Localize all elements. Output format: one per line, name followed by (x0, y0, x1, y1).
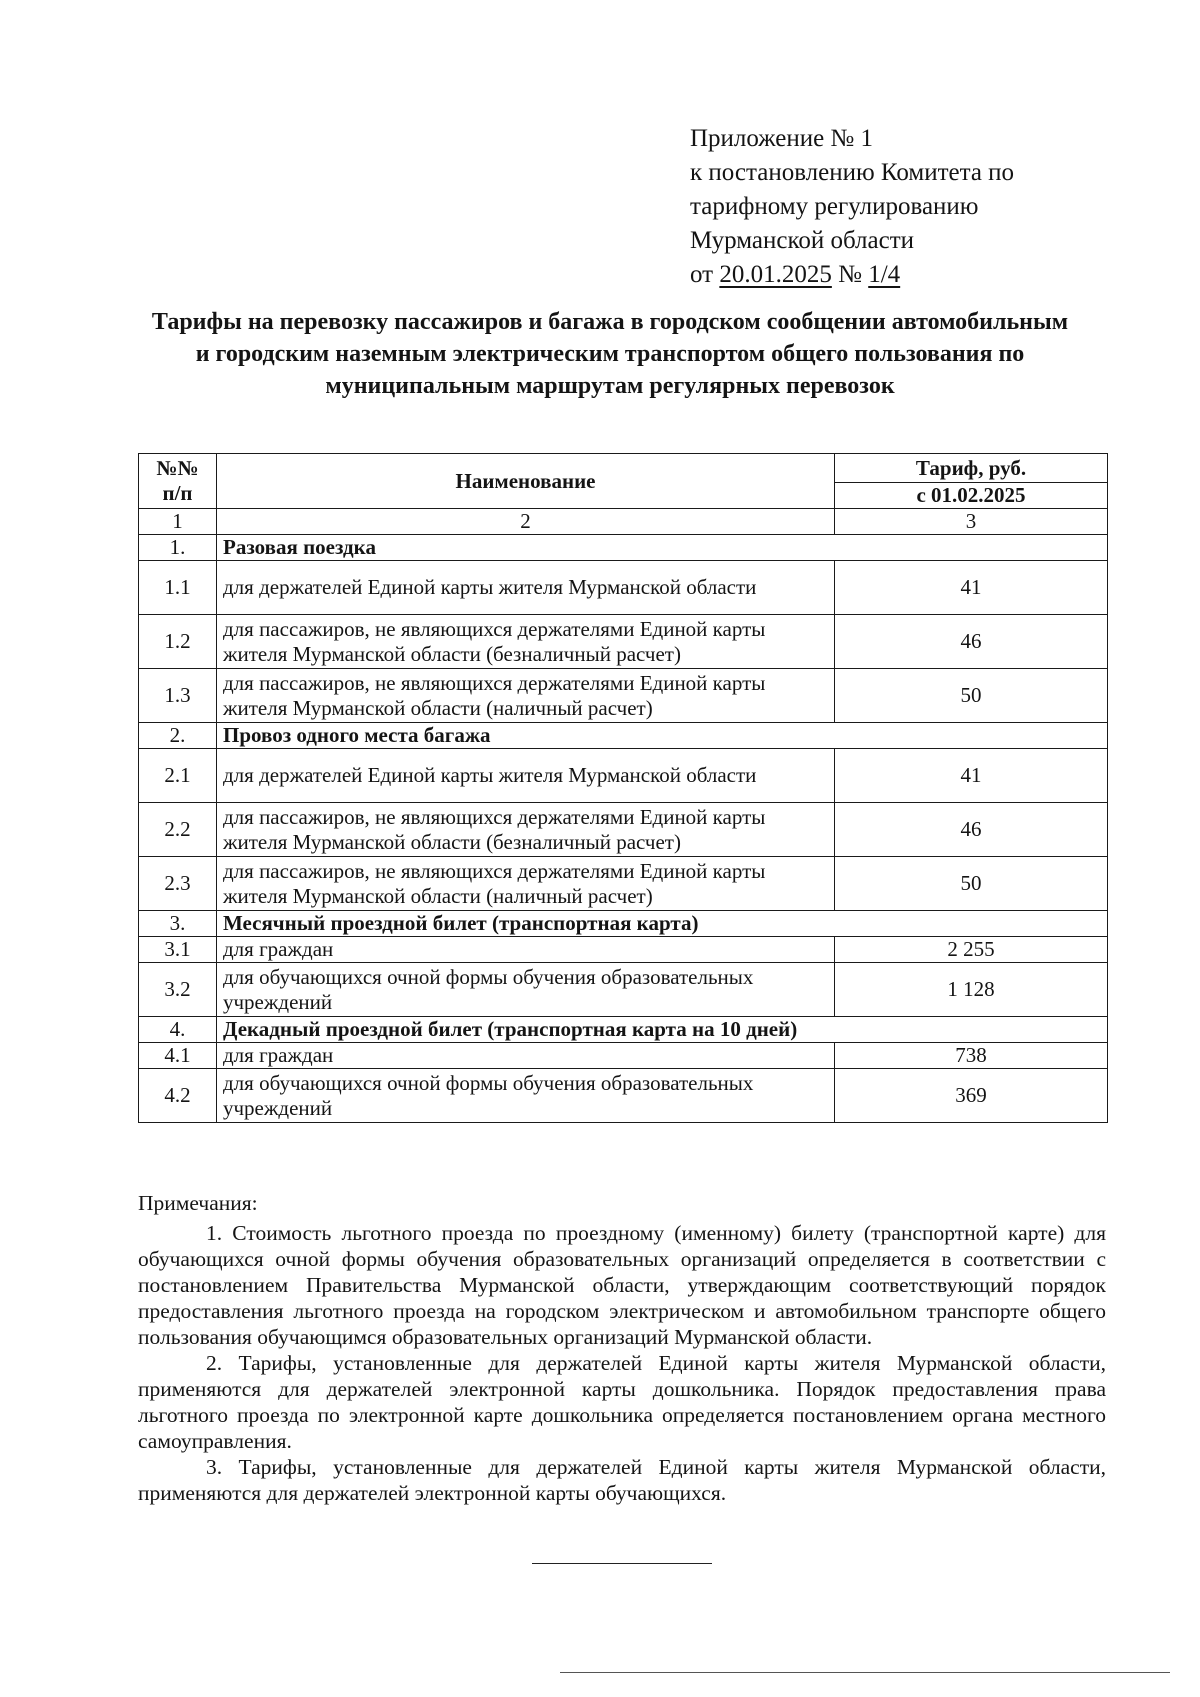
row-number: 1. (139, 535, 217, 561)
row-number: 2.1 (139, 749, 217, 803)
note-item: 1. Стоимость льготного проезда по проездному (именному) билету (транспортной карте) для обучающихся очной формы обучения образовательных организаций определяется в соответствии с постановлением Правительства Мурманской области, утверждающим соответствующий порядок предоставления льготного проезда на городском электрическом и автомобильном транспорте общего пользования обучающимся образовательных организаций Мурманской области. (138, 1221, 1106, 1349)
notes (138, 1190, 1106, 1506)
tariff-value: 2 255 (835, 937, 1108, 963)
row-number: 3.2 (139, 963, 217, 1017)
table-row (139, 1069, 1108, 1123)
row-name: для держателей Единой карты жителя Мурманской области (217, 561, 835, 615)
row-number: 4.2 (139, 1069, 217, 1123)
tariff-value: 41 (835, 561, 1108, 615)
appendix-number: 1/4 (868, 261, 901, 288)
tariff-table (138, 453, 1108, 1123)
closing-rule (532, 1563, 712, 1564)
table-row (139, 1043, 1108, 1069)
appendix-title: Приложение № 1 (690, 125, 874, 152)
table-row (139, 857, 1108, 911)
appendix-header (690, 122, 1150, 292)
footer-rule (560, 1672, 1170, 1673)
index-cell: 3 (835, 509, 1108, 535)
row-name: для пассажиров, не являющихся держателями Единой карты жителя Мурманской области (безналичный расчет) (217, 803, 835, 857)
index-cell: 2 (217, 509, 835, 535)
section-title: Месячный проездной билет (транспортная карта) (217, 911, 1108, 937)
section-title: Провоз одного места багажа (217, 723, 1108, 749)
row-number: 3.1 (139, 937, 217, 963)
index-row (139, 509, 1108, 535)
table-row (139, 937, 1108, 963)
appendix-line-2: к постановлению Комитета по (690, 159, 1015, 186)
row-number: 2. (139, 723, 217, 749)
tariff-value: 369 (835, 1069, 1108, 1123)
tariff-value: 1 128 (835, 963, 1108, 1017)
tariff-value: 46 (835, 615, 1108, 669)
table-row (139, 963, 1108, 1017)
row-name: для пассажиров, не являющихся держателями Единой карты жителя Мурманской области (наличный расчет) (217, 857, 835, 911)
section-row (139, 1017, 1108, 1043)
appendix-line-3: тарифному регулированию (690, 193, 979, 220)
table-row (139, 749, 1108, 803)
header-name: Наименование (217, 454, 835, 509)
note-item: 2. Тарифы, установленные для держателей Единой карты жителя Мурманской области, применяются для держателей электронной карты дошкольника. Порядок предоставления права льготного проезда по электронной карте дошкольника определяется постановлением органа местного самоуправления. (138, 1351, 1106, 1453)
notes-heading: Примечания: (138, 1191, 258, 1215)
date-prefix: от (690, 261, 720, 288)
header-num: №№ п/п (139, 454, 217, 509)
row-name: для пассажиров, не являющихся держателями Единой карты жителя Мурманской области (безналичный расчет) (217, 615, 835, 669)
number-prefix: № (831, 261, 869, 288)
section-row (139, 911, 1108, 937)
row-name: для граждан (217, 1043, 835, 1069)
section-title: Разовая поездка (217, 535, 1108, 561)
row-number: 1.3 (139, 669, 217, 723)
header-tariff-date: с 01.02.2025 (835, 483, 1108, 509)
table-body (139, 509, 1108, 1123)
tariff-value: 50 (835, 857, 1108, 911)
appendix-date: 20.01.2025 (719, 261, 832, 288)
row-name: для граждан (217, 937, 835, 963)
row-number: 4.1 (139, 1043, 217, 1069)
section-row (139, 535, 1108, 561)
row-number: 4. (139, 1017, 217, 1043)
tariff-value: 50 (835, 669, 1108, 723)
row-number: 1.2 (139, 615, 217, 669)
row-number: 2.2 (139, 803, 217, 857)
row-name: для обучающихся очной формы обучения образовательных учреждений (217, 963, 835, 1017)
header-tariff: Тариф, руб. (835, 454, 1108, 483)
appendix-date-line (690, 258, 1150, 292)
document-title: Тарифы на перевозку пассажиров и багажа в городском сообщении автомобильным и городским наземным электрическим транспортом общего пользования по муниципальным маршрутам регулярных перевозок (151, 309, 1069, 399)
table-row (139, 803, 1108, 857)
tariff-value: 41 (835, 749, 1108, 803)
index-cell: 1 (139, 509, 217, 535)
table-row (139, 561, 1108, 615)
row-number: 1.1 (139, 561, 217, 615)
row-number: 2.3 (139, 857, 217, 911)
section-row (139, 723, 1108, 749)
row-name: для держателей Единой карты жителя Мурманской области (217, 749, 835, 803)
table-row (139, 669, 1108, 723)
tariff-value: 738 (835, 1043, 1108, 1069)
section-title: Декадный проездной билет (транспортная карта на 10 дней) (217, 1017, 1108, 1043)
tariff-value: 46 (835, 803, 1108, 857)
appendix-line-4: Мурманской области (690, 227, 915, 254)
note-item: 3. Тарифы, установленные для держателей Единой карты жителя Мурманской области, применяются для держателей электронной карты обучающихся. (138, 1455, 1106, 1505)
table-row (139, 615, 1108, 669)
row-number: 3. (139, 911, 217, 937)
row-name: для пассажиров, не являющихся держателями Единой карты жителя Мурманской области (наличный расчет) (217, 669, 835, 723)
row-name: для обучающихся очной формы обучения образовательных учреждений (217, 1069, 835, 1123)
